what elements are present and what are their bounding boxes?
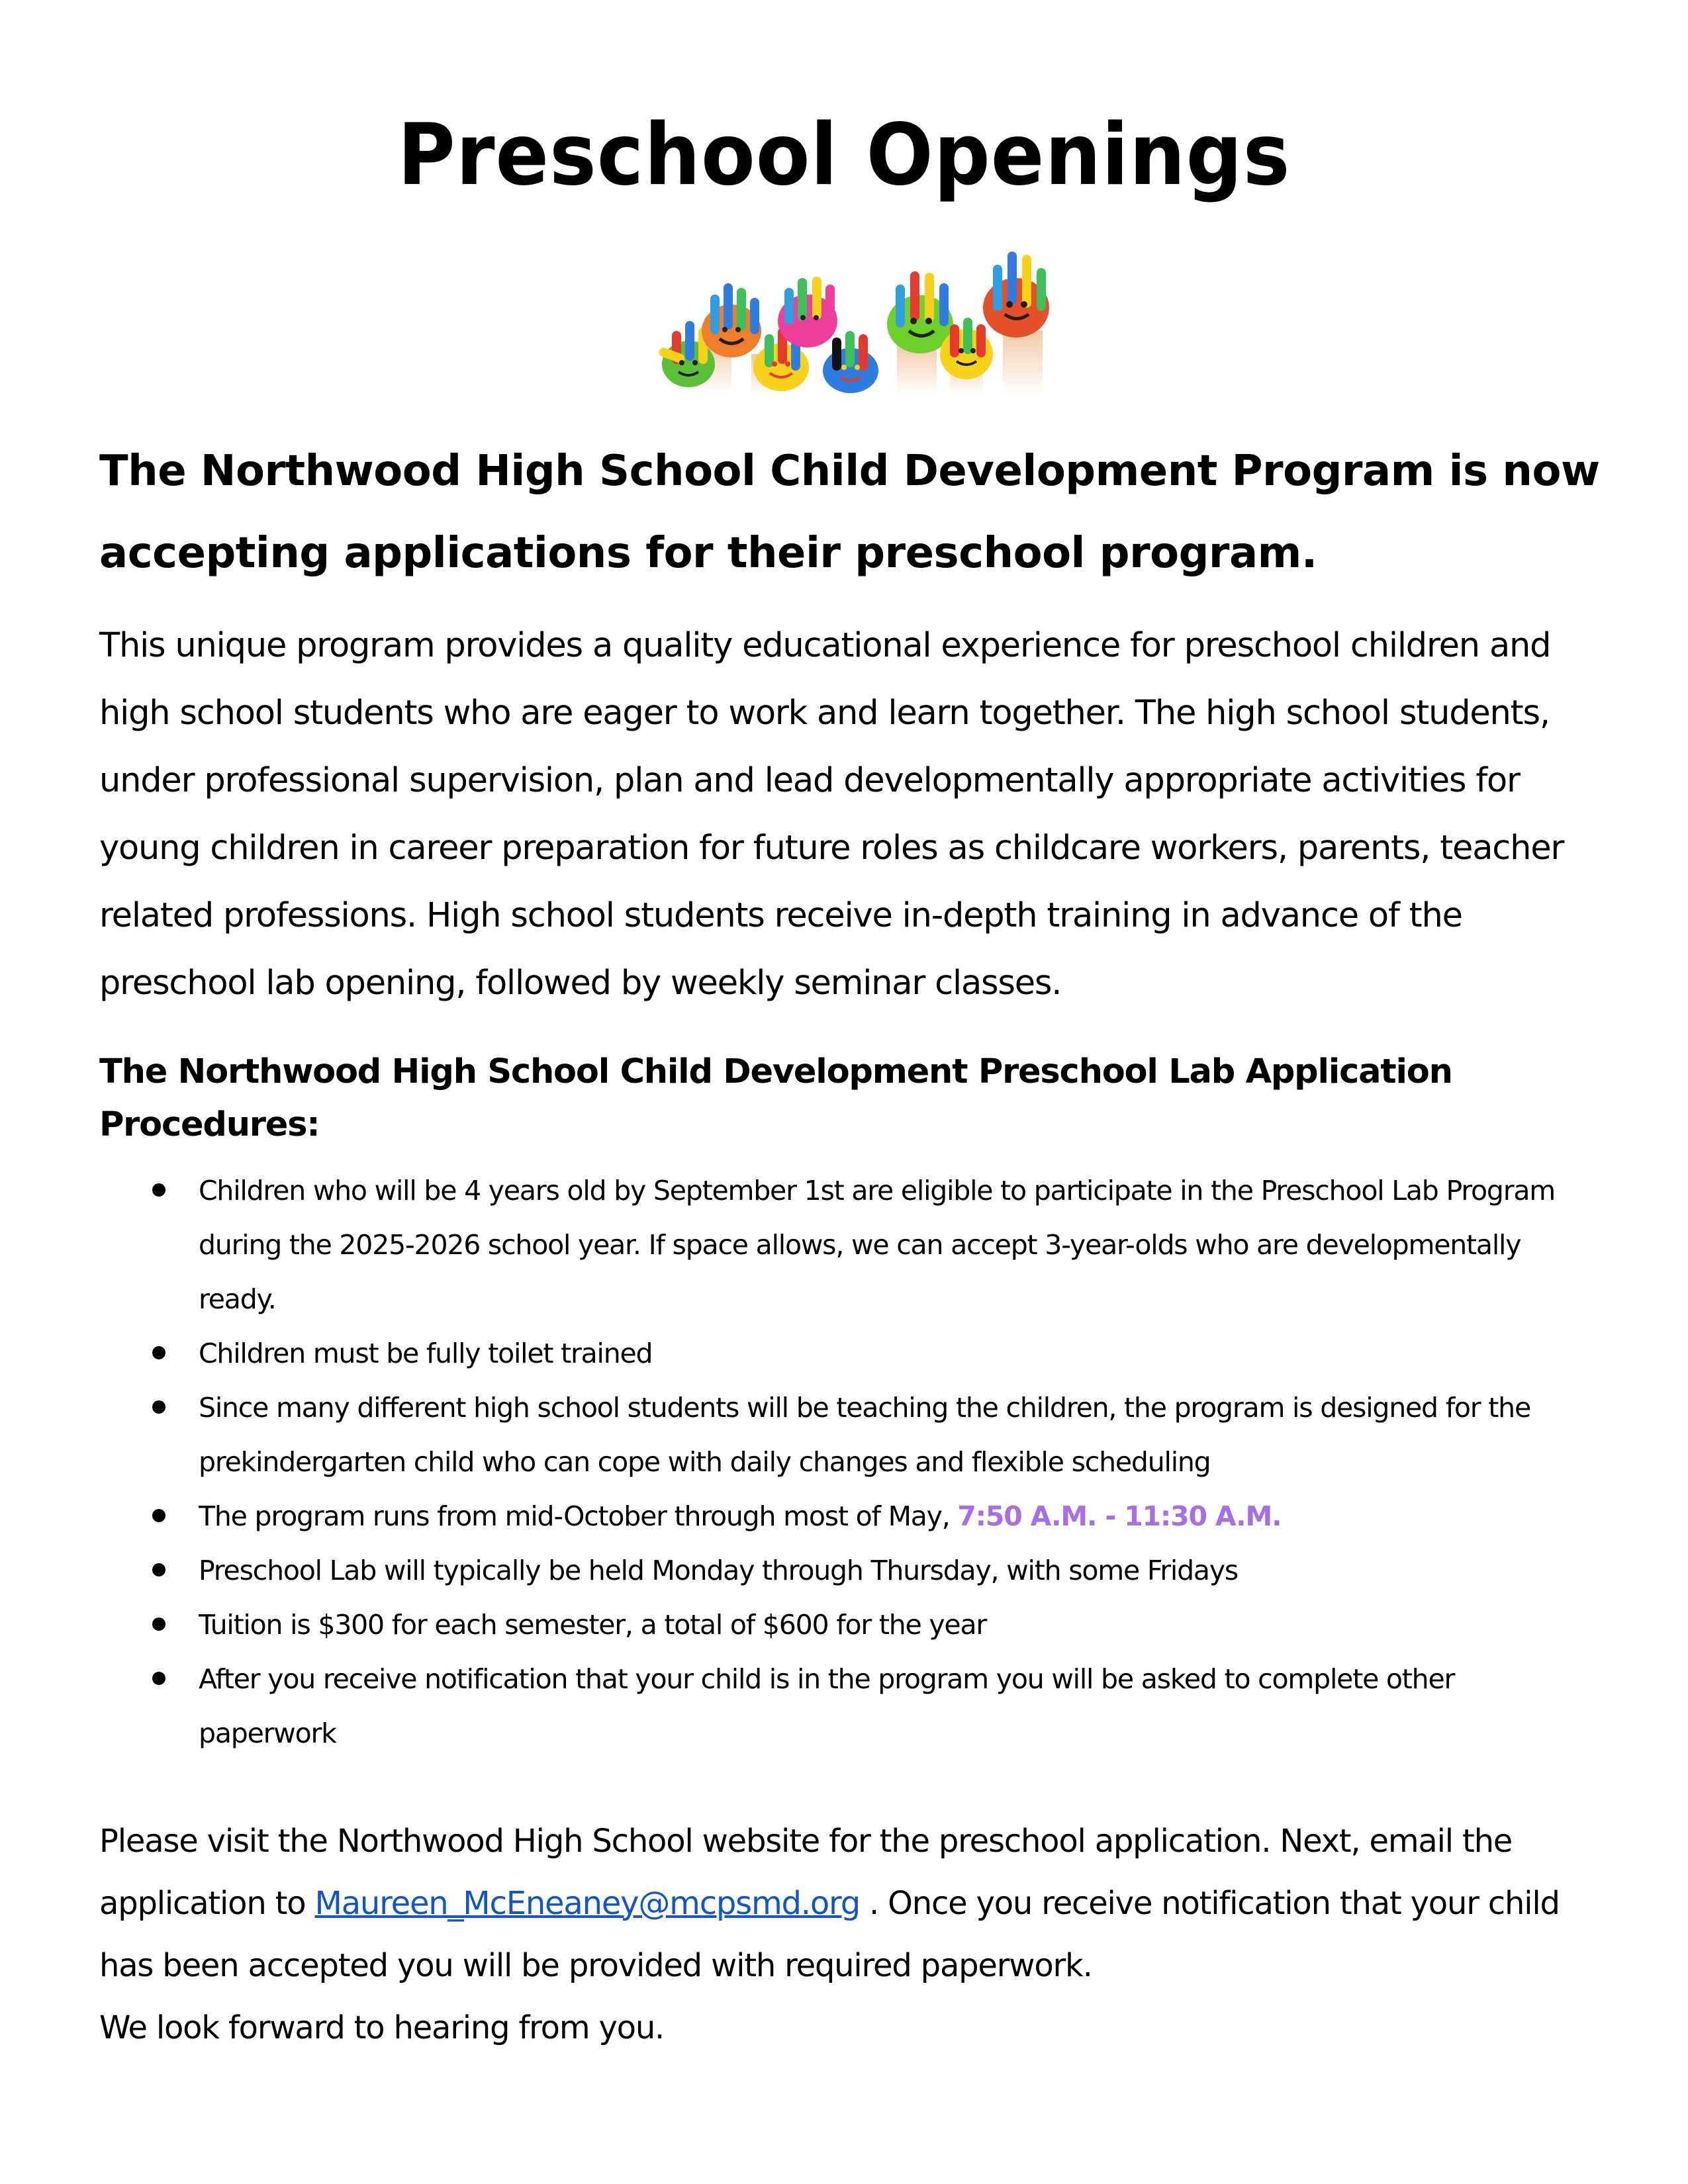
procedure-item (152, 1163, 1589, 1326)
bullet-icon (152, 1672, 165, 1685)
closing-text-before-email: Please visit the Northwood High School website for the preschool application. Next, email the application to (99, 1823, 1513, 1922)
closing-text-after-email: . Once you receive notification that your child has been accepted you will be provided with required paperwork. (99, 1885, 1560, 1984)
procedure-text: Tuition is $300 for each semester, a total of $600 for the year (199, 1609, 987, 1641)
procedure-item (152, 1381, 1589, 1489)
painted-hands-icon (632, 232, 1056, 394)
page-title: Preschool Openings (397, 106, 1291, 205)
procedure-item (152, 1652, 1589, 1760)
painted-hands-image (632, 232, 1056, 394)
closing-instructions (99, 1810, 1609, 1997)
bullet-icon (152, 1346, 165, 1359)
procedure-text: The program runs from mid-October through most of May, (199, 1500, 958, 1532)
procedure-text: Children must be fully toilet trained (199, 1338, 653, 1369)
bullet-icon (152, 1509, 165, 1522)
sign-off: We look forward to hearing from you. (99, 2009, 665, 2046)
procedures-heading: The Northwood High School Child Development Preschool Lab Application Procedures: (99, 1052, 1452, 1144)
bullet-icon (152, 1183, 165, 1197)
bullet-icon (152, 1617, 165, 1631)
procedure-item (152, 1543, 1589, 1598)
bullet-icon (152, 1563, 165, 1576)
procedure-text: Children who will be 4 years old by September 1st are eligible to participate in the Preschool Lab Program during the 2025-2026 school year. If space allows, we can accept 3-year-olds who are developmentally ready. (199, 1175, 1556, 1315)
intro-paragraph: This unique program provides a quality educational experience for preschool children and high school students who are eager to work and learn together. The high school students, under professional supervision, plan and lead developmentally appropriate activities for young children in career preparation for future roles as childcare workers, parents, teacher related professions. High school students receive in-depth training in advance of the preschool lab opening, followed by weekly seminar classes. (99, 626, 1564, 1003)
procedure-text: Preschool Lab will typically be held Monday through Thursday, with some Fridays (199, 1555, 1239, 1586)
procedure-text: Since many different high school students will be teaching the children, the program is designed for the prekindergarten child who can cope with daily changes and flexible scheduling (199, 1392, 1530, 1478)
procedure-text: After you receive notification that your child is in the program you will be asked to complete other paperwork (199, 1663, 1455, 1749)
contact-email-link[interactable]: Maureen_McEneaney@mcpsmd.org (314, 1885, 860, 1922)
procedures-list (152, 1163, 1589, 1760)
procedure-item (152, 1489, 1589, 1543)
headline: The Northwood High School Child Development Program is now accepting applications for their preschool program. (99, 447, 1600, 578)
procedure-item (152, 1598, 1589, 1652)
program-hours: 7:50 A.M. - 11:30 A.M. (957, 1500, 1282, 1532)
bullet-icon (152, 1400, 165, 1414)
procedure-item (152, 1326, 1589, 1381)
closing-paragraph (99, 1810, 1609, 2059)
